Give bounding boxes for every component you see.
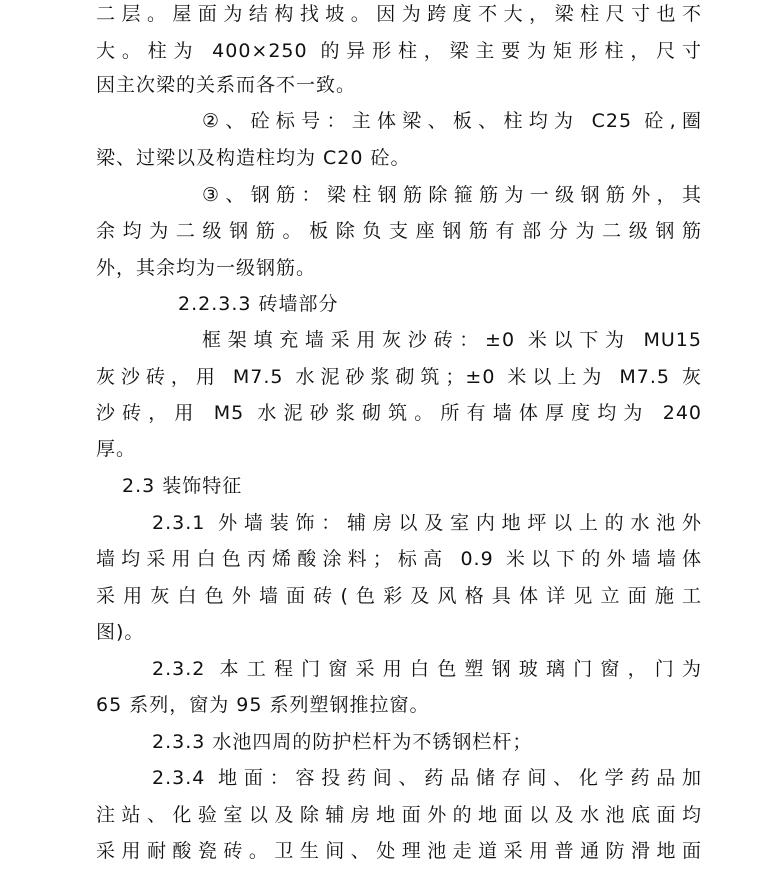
paragraph-line: 2.3.3 水池四周的防护栏杆为不锈钢栏杆； (152, 731, 533, 753)
paragraph-line: 2.3.2 本工程门窗采用白色塑钢玻璃门窗，门为 (152, 658, 702, 680)
paragraph-line: 采用耐酸瓷砖。卫生间、处理池走道采用普通防滑地面 (96, 840, 702, 862)
paragraph-line: 2.3.4 地面：容投药间、药品储存间、化学药品加 (152, 767, 702, 789)
paragraph-line: 二层。屋面为结构找坡。因为跨度不大，梁柱尺寸也不 (96, 3, 702, 25)
paragraph-line: 梁、过梁以及构造柱均为 C20 砼。 (96, 147, 411, 169)
paragraph-line: 墙均采用白色丙烯酸涂料；标高 0.9 米以下的外墙墙体 (96, 548, 702, 570)
paragraph-line: 因主次梁的关系而各不一致。 (96, 74, 357, 96)
paragraph-line: 沙砖，用 M5 水泥砂浆砌筑。所有墙体厚度均为 240 (96, 402, 702, 424)
paragraph-line: 厚。 (96, 438, 137, 460)
paragraph-line: 大。柱为 400×250 的异形柱，梁主要为矩形柱，尺寸 (96, 40, 702, 62)
paragraph-line: 采用灰白色外墙面砖(色彩及风格具体详见立面施工 (96, 585, 702, 607)
paragraph-line: ②、砼标号：主体梁、板、柱均为 C25 砼,圈 (202, 110, 702, 132)
paragraph-line: 外，其余均为一级钢筋。 (96, 257, 317, 279)
paragraph-line: 65 系列，窗为 95 系列塑钢推拉窗。 (96, 694, 430, 716)
section-heading: 2.2.3.3 砖墙部分 (178, 293, 339, 315)
paragraph-line: 灰沙砖，用 M7.5 水泥砂浆砌筑；±0 米以上为 M7.5 灰 (96, 366, 702, 388)
paragraph-line: 余均为二级钢筋。板除负支座钢筋有部分为二级钢筋 (96, 220, 702, 242)
paragraph-line: ③、钢筋：梁柱钢筋除箍筋为一级钢筋外，其 (202, 184, 702, 206)
section-heading: 2.3 装饰特征 (122, 475, 243, 497)
paragraph-line: 图)。 (96, 621, 145, 643)
paragraph-line: 注站、化验室以及除辅房地面外的地面以及水池底面均 (96, 804, 702, 826)
paragraph-line: 框架填充墙采用灰沙砖：±0 米以下为 MU15 (202, 329, 702, 351)
paragraph-line: 2.3.1 外墙装饰：辅房以及室内地坪以上的水池外 (152, 512, 702, 534)
